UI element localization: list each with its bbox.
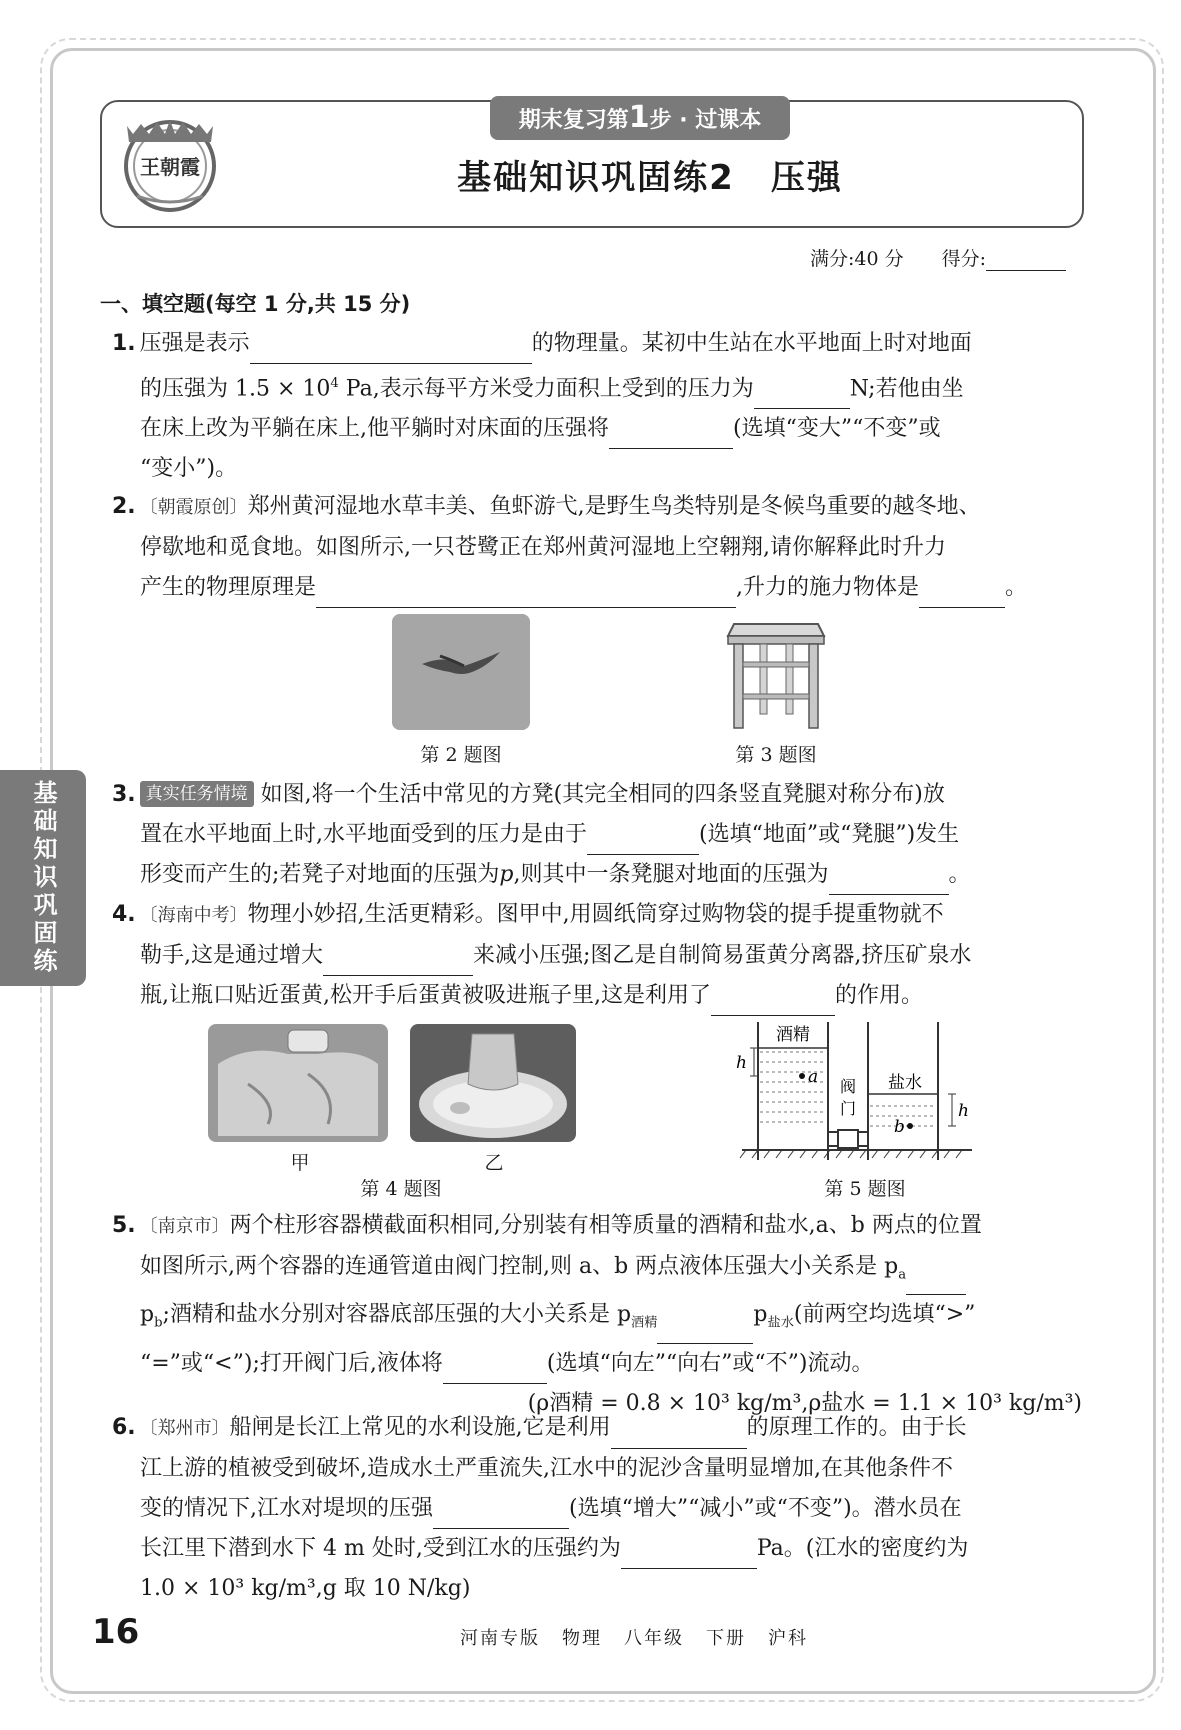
svg-text:酒精: 酒精 xyxy=(776,1025,810,1045)
answer-blank[interactable] xyxy=(919,585,1005,608)
svg-text:a: a xyxy=(808,1067,819,1087)
answer-blank[interactable] xyxy=(657,1321,753,1344)
figure-5-caption: 第 5 题图 xyxy=(824,1178,906,1200)
svg-text:王朝霞: 王朝霞 xyxy=(140,155,200,179)
figure-5-diagram xyxy=(722,1020,974,1160)
header-tab: 期末复习第1步 · 过课本 xyxy=(490,96,790,140)
figure-4-jia-photo xyxy=(208,1024,388,1142)
answer-blank[interactable] xyxy=(611,1426,747,1449)
answer-blank[interactable] xyxy=(711,993,835,1016)
svg-text:h: h xyxy=(736,1053,747,1073)
svg-text:h: h xyxy=(958,1101,969,1121)
answer-blank[interactable] xyxy=(754,386,850,409)
question-1: 1. 压强是表示 的物理量。某初中生站在水平地面上时对地面 的压强为 $1.5 \times 10^4$ Pa,表示每平方米受力面积上受到的压力为 N;若他由坐 在床上改为平躺在床上,他平躺时对床面的压强将 (选填“变大”“不变”或 “变小”)。 xyxy=(112,331,972,482)
figure-2-heron-photo xyxy=(392,614,530,730)
sidebar-tab: 基础知识巩固练 xyxy=(0,770,86,986)
svg-text:b: b xyxy=(894,1117,905,1137)
figure-2-caption: 第 2 题图 xyxy=(420,744,502,766)
answer-blank[interactable] xyxy=(587,832,699,855)
page-number: 16 xyxy=(92,1612,140,1652)
answer-blank[interactable] xyxy=(323,953,473,976)
question-2: 2. 〔朝霞原创〕郑州黄河湿地水草丰美、鱼虾游弋,是野生鸟类特别是冬候鸟重要的越冬地、 停歇地和觅食地。如图所示,一只苍鹭正在郑州黄河湿地上空翱翔,请你解释此时升力 产生的物理原理是 ,升力的施力物体是 。 xyxy=(112,487,1082,608)
section-title: 一、填空题(每空 1 分,共 15 分) xyxy=(100,292,411,316)
score-line: 满分:40 分 得分: xyxy=(810,244,1066,271)
answer-blank[interactable] xyxy=(829,872,949,895)
question-4: 4. 〔海南中考〕物理小妙招,生活更精彩。图甲中,用圆纸筒穿过购物袋的提手提重物就不 勒手,这是通过增大 来减小压强;图乙是自制简易蛋黄分离器,挤压矿泉水 瓶,让瓶口贴近蛋黄,松开手后蛋黄被吸进瓶子里,这是利用了 的作用。 xyxy=(112,895,1082,1016)
answer-blank[interactable] xyxy=(316,585,736,608)
question-3: 3. 真实任务情境 如图,将一个生活中常见的方凳(其完全相同的四条竖直凳腿对称分布)放 置在水平地面上时,水平地面受到的压力是由于 (选填“地面”或“凳腿”)发生 形变而产生的;若凳子对地面的压强为p,则其中一条凳腿对地面的压强为 。 xyxy=(112,775,1082,895)
answer-blank[interactable] xyxy=(443,1361,547,1384)
answer-blank[interactable] xyxy=(621,1546,757,1569)
figure-4-yi-label: 乙 xyxy=(484,1152,504,1174)
footer-info: 河南专版 物理 八年级 下册 沪科 xyxy=(460,1628,808,1649)
svg-text:门: 门 xyxy=(840,1099,857,1118)
answer-blank[interactable] xyxy=(433,1506,569,1529)
question-5: 5. 〔南京市〕两个柱形容器横截面积相同,分别装有相等质量的酒精和盐水,a、b 两点的位置 如图所示,两个容器的连通管道由阀门控制,则 a、b 两点液体压强大小关系是 $p_a$ $p_b$;酒精和盐水分别对容器底部压强的大小关系是 $p_{酒精}$ $p_{盐水}$(前两空均选填“>” “=”或“<”);打开阀门后,液体将 (选填“向左”“向右”或“不”)流动。 (ρ酒精 = 0.8 × 10³ kg/m³,ρ盐水 = 1.1 × 10³ kg/m³) xyxy=(112,1213,1082,1416)
figure-4-yi-photo xyxy=(410,1024,576,1142)
figure-4-jia-label: 甲 xyxy=(290,1152,310,1174)
figure-3-caption: 第 3 题图 xyxy=(735,744,817,766)
svg-text:盐水: 盐水 xyxy=(888,1073,922,1093)
publisher-logo xyxy=(115,108,225,216)
figure-3-stool xyxy=(724,614,828,732)
figure-4-caption: 第 4 题图 xyxy=(360,1178,442,1200)
answer-blank[interactable] xyxy=(906,1272,966,1295)
answer-blank[interactable] xyxy=(609,426,733,449)
svg-text:阀: 阀 xyxy=(840,1077,857,1096)
question-6: 6. 〔郑州市〕船闸是长江上常见的水利设施,它是利用 的原理工作的。由于长 江上游的植被受到破坏,造成水土严重流失,江水中的泥沙含量明显增加,在其他条件不 变的情况下,江水对堤坝的压强 (选填“增大”“减小”或“不变”)。潜水员在 长江里下潜到水下 4 m 处时,受到江水的压强约为 Pa。(江水的密度约为 1.0 × 10³ kg/m³,g 取 10 N/kg) xyxy=(112,1415,969,1601)
page-title: 基础知识巩固练2 压强 xyxy=(457,158,843,198)
answer-blank[interactable] xyxy=(250,341,532,364)
